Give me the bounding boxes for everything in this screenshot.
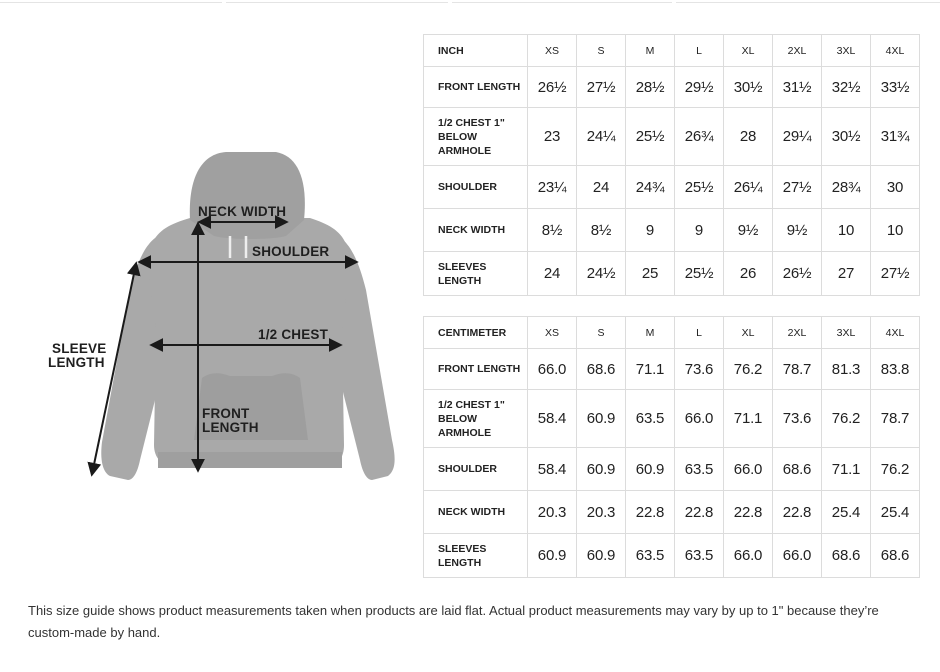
table-cell: 25½: [675, 166, 724, 209]
size-header: M: [626, 317, 675, 349]
row-label-line: 1/2 CHEST 1": [438, 398, 505, 411]
table-cell: 83.8: [871, 349, 920, 390]
table-cell: 63.5: [675, 534, 724, 578]
unit-header: CENTIMETER: [424, 317, 528, 349]
inch-size-table: [423, 34, 920, 296]
row-label: [424, 67, 528, 108]
table-cell: 24: [528, 252, 577, 296]
front-length-label-line1: FRONT: [202, 406, 250, 421]
waistband: [158, 452, 342, 468]
table-cell: 73.6: [773, 390, 822, 448]
table-cell: 27½: [577, 67, 626, 108]
table-cell: 25½: [675, 252, 724, 296]
table-cell: 8½: [528, 209, 577, 252]
unit-header: INCH: [424, 35, 528, 67]
size-header: L: [675, 35, 724, 67]
row-label-line: 1/2 CHEST 1": [438, 116, 505, 129]
table-cell: 10: [822, 209, 871, 252]
table-cell: 71.1: [626, 349, 675, 390]
table-cell: 20.3: [528, 491, 577, 534]
size-header: XS: [528, 35, 577, 67]
table-row: [424, 491, 920, 534]
row-label: [424, 252, 528, 296]
shoulder-label: SHOULDER: [252, 244, 330, 259]
size-header: M: [626, 35, 675, 67]
table-cell: 66.0: [675, 390, 724, 448]
size-header: L: [675, 317, 724, 349]
table-cell: 24½: [577, 252, 626, 296]
table-cell: 60.9: [528, 534, 577, 578]
table-cell: 76.2: [871, 448, 920, 491]
table-cell: 25.4: [871, 491, 920, 534]
table-cell: 68.6: [871, 534, 920, 578]
table-cell: 24: [577, 166, 626, 209]
top-divider: [0, 0, 940, 4]
table-cell: 63.5: [626, 390, 675, 448]
table-cell: 23: [528, 108, 577, 166]
row-label: [424, 448, 528, 491]
table-cell: 9½: [724, 209, 773, 252]
table-cell: 66.0: [724, 534, 773, 578]
table-cell: 26¼: [724, 166, 773, 209]
table-header-row: [424, 317, 920, 349]
hoodie-illustration: [40, 140, 420, 500]
row-label-line: NECK WIDTH: [438, 224, 506, 236]
table-cell: 25.4: [822, 491, 871, 534]
table-cell: 27½: [773, 166, 822, 209]
table-row: [424, 67, 920, 108]
table-row: [424, 448, 920, 491]
table-cell: 22.8: [626, 491, 675, 534]
table-cell: 29½: [675, 67, 724, 108]
row-label-line: SHOULDER: [438, 181, 497, 193]
table-row: [424, 166, 920, 209]
table-cell: 23¼: [528, 166, 577, 209]
row-label-line: LENGTH: [438, 556, 482, 569]
table-cell: 68.6: [773, 448, 822, 491]
size-header: S: [577, 35, 626, 67]
row-label: [424, 390, 528, 448]
table-cell: 26: [724, 252, 773, 296]
row-label-line: LENGTH: [438, 274, 482, 287]
table-cell: 26½: [773, 252, 822, 296]
table-cell: 63.5: [626, 534, 675, 578]
row-label: [424, 108, 528, 166]
table-cell: 60.9: [626, 448, 675, 491]
table-row: [424, 534, 920, 578]
centimeter-size-table: [423, 316, 920, 578]
table-cell: 71.1: [724, 390, 773, 448]
table-cell: 58.4: [528, 390, 577, 448]
size-header: 2XL: [773, 317, 822, 349]
table-cell: 68.6: [822, 534, 871, 578]
size-header: S: [577, 317, 626, 349]
table-cell: 76.2: [724, 349, 773, 390]
table-row: [424, 390, 920, 448]
table-cell: 60.9: [577, 448, 626, 491]
front-length-label-line2: LENGTH: [202, 420, 259, 435]
table-cell: 22.8: [724, 491, 773, 534]
table-row: [424, 252, 920, 296]
table-cell: 28: [724, 108, 773, 166]
half-chest-label: 1/2 CHEST: [258, 327, 329, 342]
table-cell: 30½: [724, 67, 773, 108]
table-cell: 8½: [577, 209, 626, 252]
size-header: XL: [724, 317, 773, 349]
table-cell: 66.0: [528, 349, 577, 390]
row-label-line: ARMHOLE: [438, 426, 492, 439]
table-cell: 9: [626, 209, 675, 252]
hoodie-measurement-diagram: [40, 140, 420, 500]
table-cell: 78.7: [871, 390, 920, 448]
table-cell: 78.7: [773, 349, 822, 390]
row-label-line: BELOW: [438, 412, 478, 425]
table-cell: 63.5: [675, 448, 724, 491]
row-label-line: FRONT LENGTH: [438, 81, 521, 93]
table-cell: 73.6: [675, 349, 724, 390]
row-label-line: SLEEVES: [438, 260, 487, 273]
table-cell: 22.8: [773, 491, 822, 534]
table-cell: 9: [675, 209, 724, 252]
row-label: [424, 491, 528, 534]
table-cell: 27: [822, 252, 871, 296]
table-cell: 28½: [626, 67, 675, 108]
neck-width-label: NECK WIDTH: [198, 204, 287, 219]
size-header: XL: [724, 35, 773, 67]
table-cell: 26½: [528, 67, 577, 108]
size-header: XS: [528, 317, 577, 349]
table-cell: 29¼: [773, 108, 822, 166]
row-label-line: NECK WIDTH: [438, 506, 506, 518]
table-cell: 20.3: [577, 491, 626, 534]
row-label-line: SHOULDER: [438, 463, 497, 475]
table-cell: 58.4: [528, 448, 577, 491]
row-label-line: FRONT LENGTH: [438, 363, 521, 375]
table-cell: 25: [626, 252, 675, 296]
table-cell: 9½: [773, 209, 822, 252]
table-cell: 60.9: [577, 390, 626, 448]
table-row: [424, 349, 920, 390]
table-cell: 33½: [871, 67, 920, 108]
table-cell: 66.0: [724, 448, 773, 491]
size-header: 2XL: [773, 35, 822, 67]
table-cell: 30: [871, 166, 920, 209]
sleeve-length-label-line1: SLEEVE: [52, 341, 107, 356]
hood: [190, 152, 305, 239]
table-cell: 25½: [626, 108, 675, 166]
size-header: 3XL: [822, 35, 871, 67]
table-row: [424, 108, 920, 166]
table-cell: 81.3: [822, 349, 871, 390]
table-cell: 32½: [822, 67, 871, 108]
row-label-line: SLEEVES: [438, 542, 487, 555]
table-cell: 66.0: [773, 534, 822, 578]
table-cell: 30½: [822, 108, 871, 166]
table-cell: 28¾: [822, 166, 871, 209]
size-header: 4XL: [871, 35, 920, 67]
size-header: 3XL: [822, 317, 871, 349]
table-cell: 31¾: [871, 108, 920, 166]
table-cell: 76.2: [822, 390, 871, 448]
table-cell: 26¾: [675, 108, 724, 166]
row-label-line: BELOW: [438, 130, 478, 143]
table-header-row: [424, 35, 920, 67]
table-row: [424, 209, 920, 252]
table-cell: 71.1: [822, 448, 871, 491]
table-cell: 22.8: [675, 491, 724, 534]
table-cell: 24¼: [577, 108, 626, 166]
table-cell: 27½: [871, 252, 920, 296]
table-cell: 68.6: [577, 349, 626, 390]
row-label-line: ARMHOLE: [438, 144, 492, 157]
table-cell: 31½: [773, 67, 822, 108]
size-header: 4XL: [871, 317, 920, 349]
row-label: [424, 209, 528, 252]
table-cell: 60.9: [577, 534, 626, 578]
table-cell: 10: [871, 209, 920, 252]
size-guide-footnote: This size guide shows product measurements taken when products are laid flat. Actual product measurements may vary by up to 1" because they’re custom-made by hand.: [28, 603, 879, 640]
row-label: [424, 534, 528, 578]
sleeve-length-label-line2: LENGTH: [48, 355, 105, 370]
row-label: [424, 166, 528, 209]
table-cell: 24¾: [626, 166, 675, 209]
row-label: [424, 349, 528, 390]
